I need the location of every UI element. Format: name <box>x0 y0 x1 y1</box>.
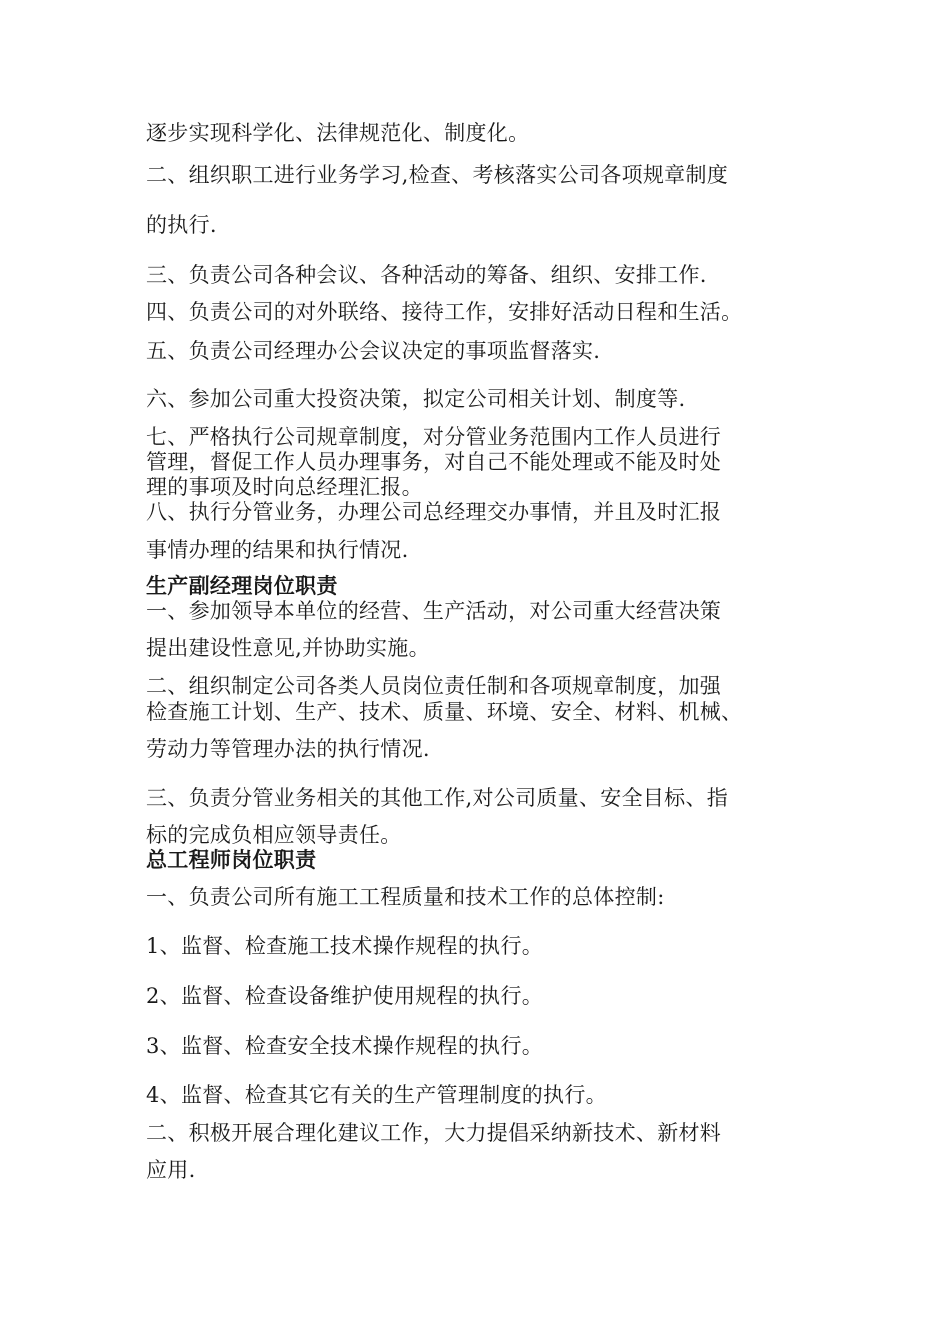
paragraph-line: 三、负责分管业务相关的其他工作,对公司质量、安全目标、指 <box>146 786 729 810</box>
paragraph-line: 检查施工计划、生产、技术、质量、环境、安全、材料、机械、 <box>146 700 743 724</box>
paragraph-line: 八、执行分管业务，办理公司总经理交办事情，并且及时汇报 <box>146 500 722 524</box>
section-heading-production-manager: 生产副经理岗位职责 <box>146 574 338 598</box>
paragraph-line: 管理，督促工作人员办理事务，对自己不能处理或不能及时处 <box>146 450 722 474</box>
paragraph-line: 4、监督、检查其它有关的生产管理制度的执行。 <box>146 1083 607 1107</box>
paragraph-line: 三、负责公司各种会议、各种活动的筹备、组织、安排工作. <box>146 263 707 287</box>
paragraph-line: 二、积极开展合理化建议工作，大力提倡采纳新技术、新材料 <box>146 1121 722 1145</box>
paragraph-line: 2、监督、检查设备维护使用规程的执行。 <box>146 984 544 1008</box>
paragraph-line: 劳动力等管理办法的执行情况. <box>146 737 430 761</box>
paragraph-line: 理的事项及时向总经理汇报。 <box>146 475 423 499</box>
section-heading-chief-engineer: 总工程师岗位职责 <box>146 848 317 872</box>
paragraph-line: 的执行. <box>146 213 217 237</box>
paragraph-line: 逐步实现科学化、法律规范化、制度化。 <box>146 121 530 145</box>
paragraph-line: 四、负责公司的对外联络、接待工作，安排好活动日程和生活。 <box>146 300 743 324</box>
paragraph-line: 事情办理的结果和执行情况. <box>146 538 409 562</box>
paragraph-line: 二、组织职工进行业务学习,检查、考核落实公司各项规章制度 <box>146 163 729 187</box>
paragraph-line: 提出建设性意见,并协助实施。 <box>146 636 430 660</box>
paragraph-line: 1、监督、检查施工技术操作规程的执行。 <box>146 934 544 958</box>
paragraph-line: 六、参加公司重大投资决策，拟定公司相关计划、制度等. <box>146 387 686 411</box>
paragraph-line: 3、监督、检查安全技术操作规程的执行。 <box>146 1034 544 1058</box>
paragraph-line: 一、参加领导本单位的经营、生产活动，对公司重大经营决策 <box>146 599 722 623</box>
paragraph-line: 七、严格执行公司规章制度，对分管业务范围内工作人员进行 <box>146 425 722 449</box>
paragraph-line: 应用. <box>146 1158 196 1182</box>
paragraph-line: 一、负责公司所有施工工程质量和技术工作的总体控制: <box>146 885 665 909</box>
paragraph-line: 五、负责公司经理办公会议决定的事项监督落实. <box>146 339 601 363</box>
paragraph-line: 二、组织制定公司各类人员岗位责任制和各项规章制度，加强 <box>146 674 722 698</box>
paragraph-line: 标的完成负相应领导责任。 <box>146 823 402 847</box>
